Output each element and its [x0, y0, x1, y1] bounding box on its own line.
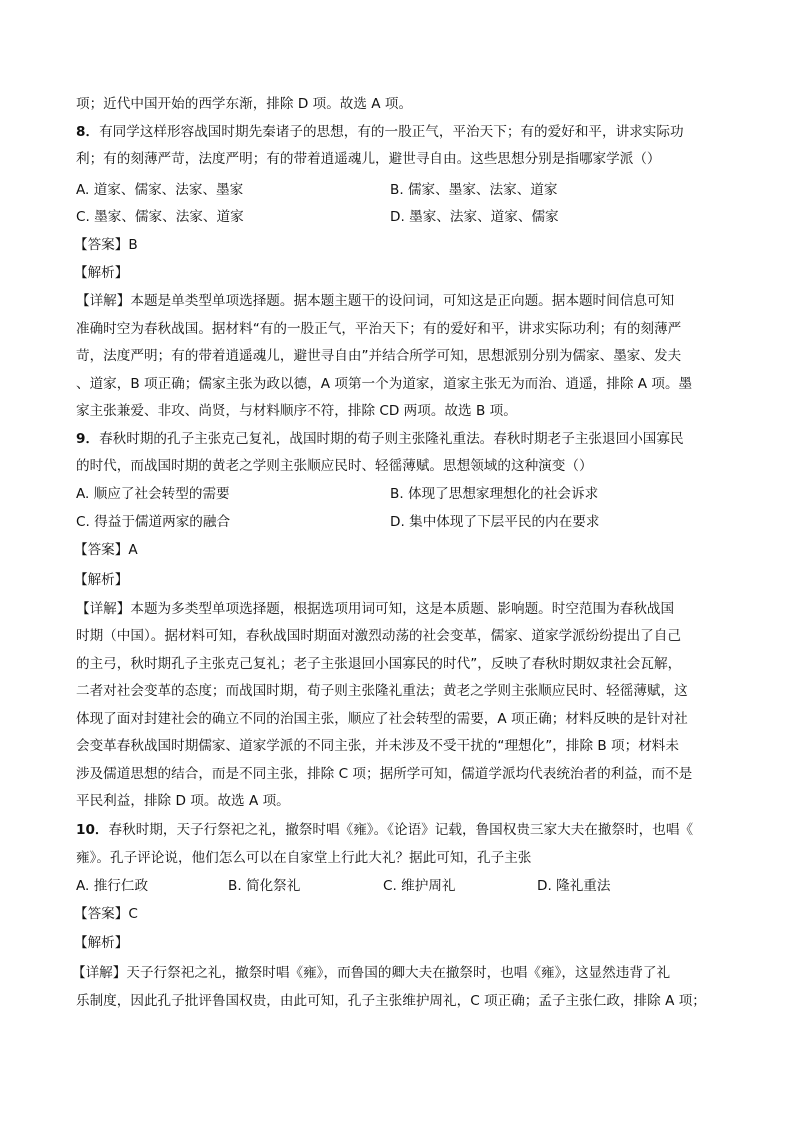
q10-stem-line: 雍》。孔子评论说，他们怎么可以在自家堂上行此大礼？据此可知，孔子主张 — [76, 850, 532, 866]
q10-stem-line: 10．春秋时期，天子行祭祀之礼，撤祭时唱《雍》。《论语》记载，鲁国权贵三家大夫在撤祭时，也唱《 — [76, 822, 694, 838]
q10-detail-line: 【详解】天子行祭祀之礼，撤祭时唱《雍》，而鲁国的卿大夫在撤祭时，也唱《雍》，这显然违背了礼 — [72, 965, 671, 981]
q8-analysis-heading: 【解析】 — [74, 265, 129, 281]
q8-number: 8． — [76, 124, 100, 140]
q8-detail-line: 、道家，B 项正确；儒家主张为政以德，A 项第一个为道家，道家主张无为而治、逍遥，排除 A 项。墨 — [76, 376, 693, 392]
q9-detail-line: 【详解】本题为多类型单项选择题，根据选项用词可知，这是本质题、影响题。时空范围为春秋战国 — [76, 601, 675, 617]
q9-stem-line: 9．春秋时期的孔子主张克己复礼，战国时期的荀子则主张隆礼重法。春秋时期老子主张退回小国寡民 — [76, 431, 684, 447]
q10-detail-line: 乐制度，因此孔子批评鲁国权贵，由此可知，孔子主张维护周礼，C 项正确；孟子主张仁政，排除 A 项； — [76, 993, 706, 1009]
q8-option-d: D. 墨家、法家、道家、儒家 — [390, 209, 559, 225]
q9-detail-line: 体现了面对封建社会的确立不同的治国主张，顺应了社会转型的需要，A 项正确；材料反映的是针对社 — [76, 711, 688, 727]
q10-option-d: D. 隆礼重法 — [537, 878, 611, 894]
q9-answer: 【答案】A — [74, 542, 138, 558]
q8-option-a: A. 道家、儒家、法家、墨家 — [76, 182, 244, 198]
q10-analysis-heading: 【解析】 — [74, 935, 129, 951]
q8-option-c: C. 墨家、儒家、法家、道家 — [76, 209, 244, 225]
q8-stem-line: 8．有同学这样形容战国时期先秦诸子的思想，有的一股正气，平治天下；有的爱好和平，讲求实际功 — [76, 124, 684, 140]
q9-option-a: A. 顺应了社会转型的需要 — [76, 486, 230, 502]
q8-answer: 【答案】B — [74, 237, 138, 253]
q9-detail-line: 平民利益，排除 D 项。故选 A 项。 — [76, 793, 290, 809]
q8-stem-line: 利；有的刻薄严苛，法度严明；有的带着逍遥魂儿，避世寻自由。这些思想分别是指哪家学派（） — [76, 151, 661, 167]
q9-analysis-heading: 【解析】 — [74, 572, 129, 588]
q9-option-b: B. 体现了思想家理想化的社会诉求 — [390, 486, 599, 502]
q10-option-c: C. 维护周礼 — [383, 878, 456, 894]
q9-detail-line: 的主弓，秋时期孔子主张克己复礼；老子主张退回小国寡民的时代”，反映了春秋时期奴隶社会瓦解， — [76, 656, 682, 672]
q9-detail-line: 涉及儒道思想的结合，而是不同主张，排除 C 项；据所学可知，儒道学派均代表统治者的利益，而不是 — [76, 766, 693, 782]
q9-number: 9． — [76, 431, 100, 447]
q10-number: 10． — [76, 822, 109, 838]
q8-detail-line: 【详解】本题是单类型单项选择题。据本题主题干的设问词，可知这是正向题。据本题时间信息可知 — [76, 293, 675, 309]
q10-answer: 【答案】C — [74, 906, 138, 922]
q10-option-b: B. 简化祭礼 — [228, 878, 301, 894]
q8-detail-line: 家主张兼爱、非攻、尚贤，与材料顺序不符，排除 CD 两项。故选 B 项。 — [76, 403, 517, 419]
q9-option-c: C. 得益于儒道两家的融合 — [76, 514, 231, 530]
q8-option-b: B. 儒家、墨家、法家、道家 — [390, 182, 558, 198]
q8-detail-line: 准确时空为春秋战国。据材料“有的一股正气，平治天下；有的爱好和平，讲求实际功利；有的刻薄严 — [76, 321, 682, 337]
q7-analysis-tail: 项；近代中国开始的西学东渐，排除 D 项。故选 A 项。 — [76, 96, 413, 112]
q8-detail-line: 苛，法度严明；有的带着逍遥魂儿，避世寻自由”并结合所学可知，思想派别分别为儒家、墨家、发夫 — [76, 348, 682, 364]
q10-option-a: A. 推行仁政 — [76, 878, 149, 894]
q9-stem-line: 的时代，而战国时期的黄老之学则主张顺应民时、轻徭薄赋。思想领域的这种演变（） — [76, 458, 593, 474]
q9-detail-line: 二者对社会变革的态度；而战国时期，荀子则主张隆礼重法；黄老之学则主张顺应民时、轻徭薄赋，这 — [76, 683, 688, 699]
q9-option-d: D. 集中体现了下层平民的内在要求 — [390, 514, 600, 530]
q9-detail-line: 时期（中国）。据材料可知，春秋战国时期面对激烈动荡的社会变革，儒家、道家学派纷纷提出了自己 — [76, 628, 681, 644]
q9-detail-line: 会变革春秋战国时期儒家、道家学派的不同主张，并未涉及不受干扰的“理想化”，排除 B 项；材料未 — [76, 738, 679, 754]
